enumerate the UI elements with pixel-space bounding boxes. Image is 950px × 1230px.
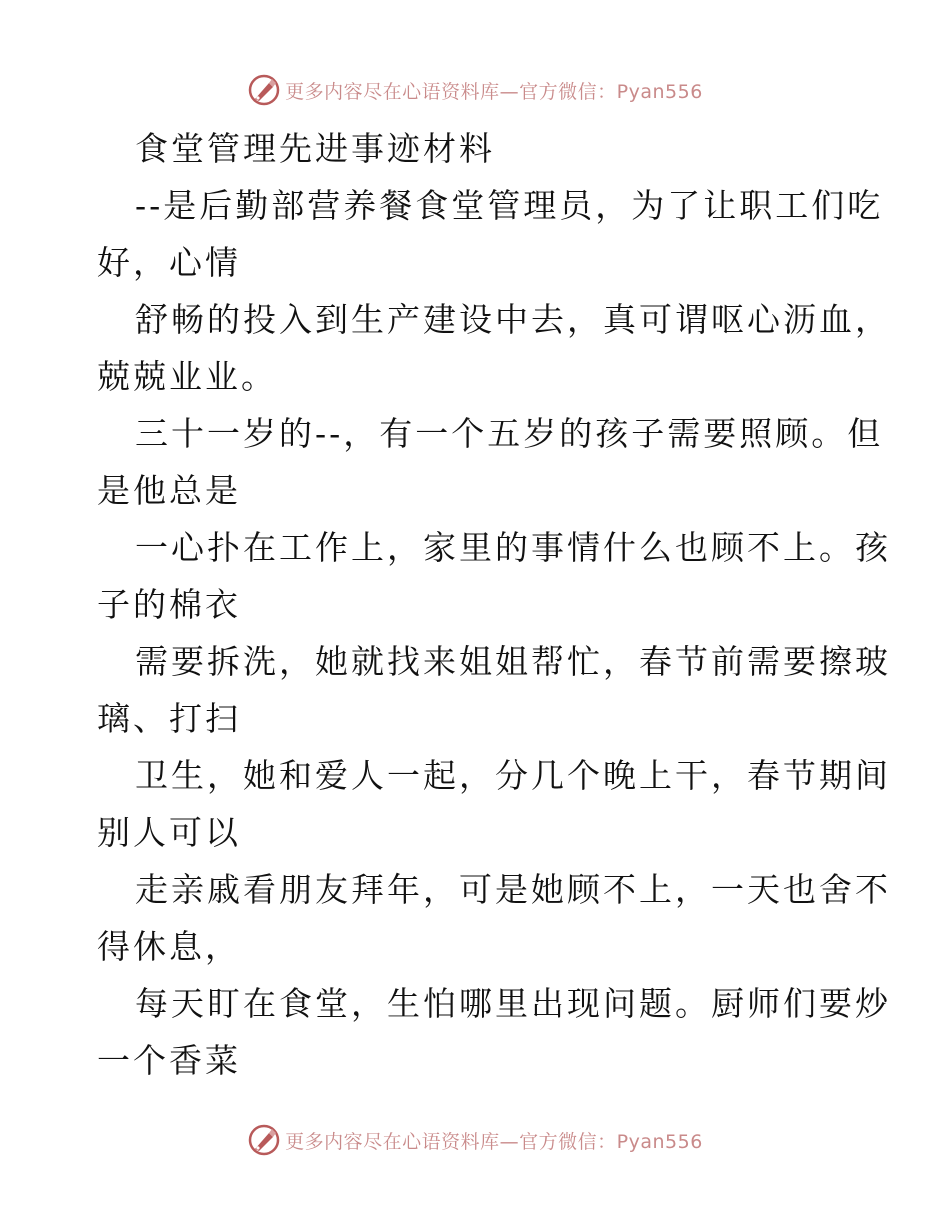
paragraph-line: --是后勤部营养餐食堂管理员，为了让职工们吃 — [135, 186, 884, 225]
fountain-pen-logo-icon — [247, 73, 281, 107]
paragraph-line: 需要拆洗，她就找来姐姐帮忙，春节前需要擦玻 — [135, 642, 891, 681]
paragraph-line: 得休息， — [97, 927, 241, 966]
paragraph-line: 是他总是 — [97, 471, 241, 510]
document-body — [97, 120, 891, 1089]
paragraph-line: 子的棉衣 — [97, 585, 241, 624]
paragraph-line: 每天盯在食堂，生怕哪里出现问题。厨师们要炒 — [135, 984, 891, 1023]
paragraph-line: 三十一岁的--，有一个五岁的孩子需要照顾。但 — [135, 414, 884, 453]
paragraph-line: 走亲戚看朋友拜年，可是她顾不上，一天也舍不 — [135, 870, 891, 909]
footer-watermark-text: 更多内容尽在心语资料库—官方微信：Pyan556 — [285, 1130, 703, 1153]
paragraph-line: 别人可以 — [97, 813, 241, 852]
paragraph-line: 璃、打扫 — [97, 699, 241, 738]
document-title: 食堂管理先进事迹材料 — [135, 129, 495, 168]
paragraph-line: 兢兢业业。 — [97, 357, 277, 396]
header-watermark-text: 更多内容尽在心语资料库—官方微信：Pyan556 — [285, 80, 703, 103]
footer-watermark — [0, 1120, 950, 1160]
paragraph-line: 一个香菜 — [97, 1041, 241, 1080]
paragraph-line: 一心扑在工作上，家里的事情什么也顾不上。孩 — [135, 528, 891, 567]
paragraph-line: 舒畅的投入到生产建设中去，真可谓呕心沥血， — [135, 300, 891, 339]
paragraph-line: 卫生，她和爱人一起，分几个晚上干，春节期间 — [135, 756, 891, 795]
fountain-pen-logo-icon — [247, 1123, 281, 1157]
header-watermark — [0, 70, 950, 110]
paragraph-line: 好，心情 — [97, 243, 241, 282]
